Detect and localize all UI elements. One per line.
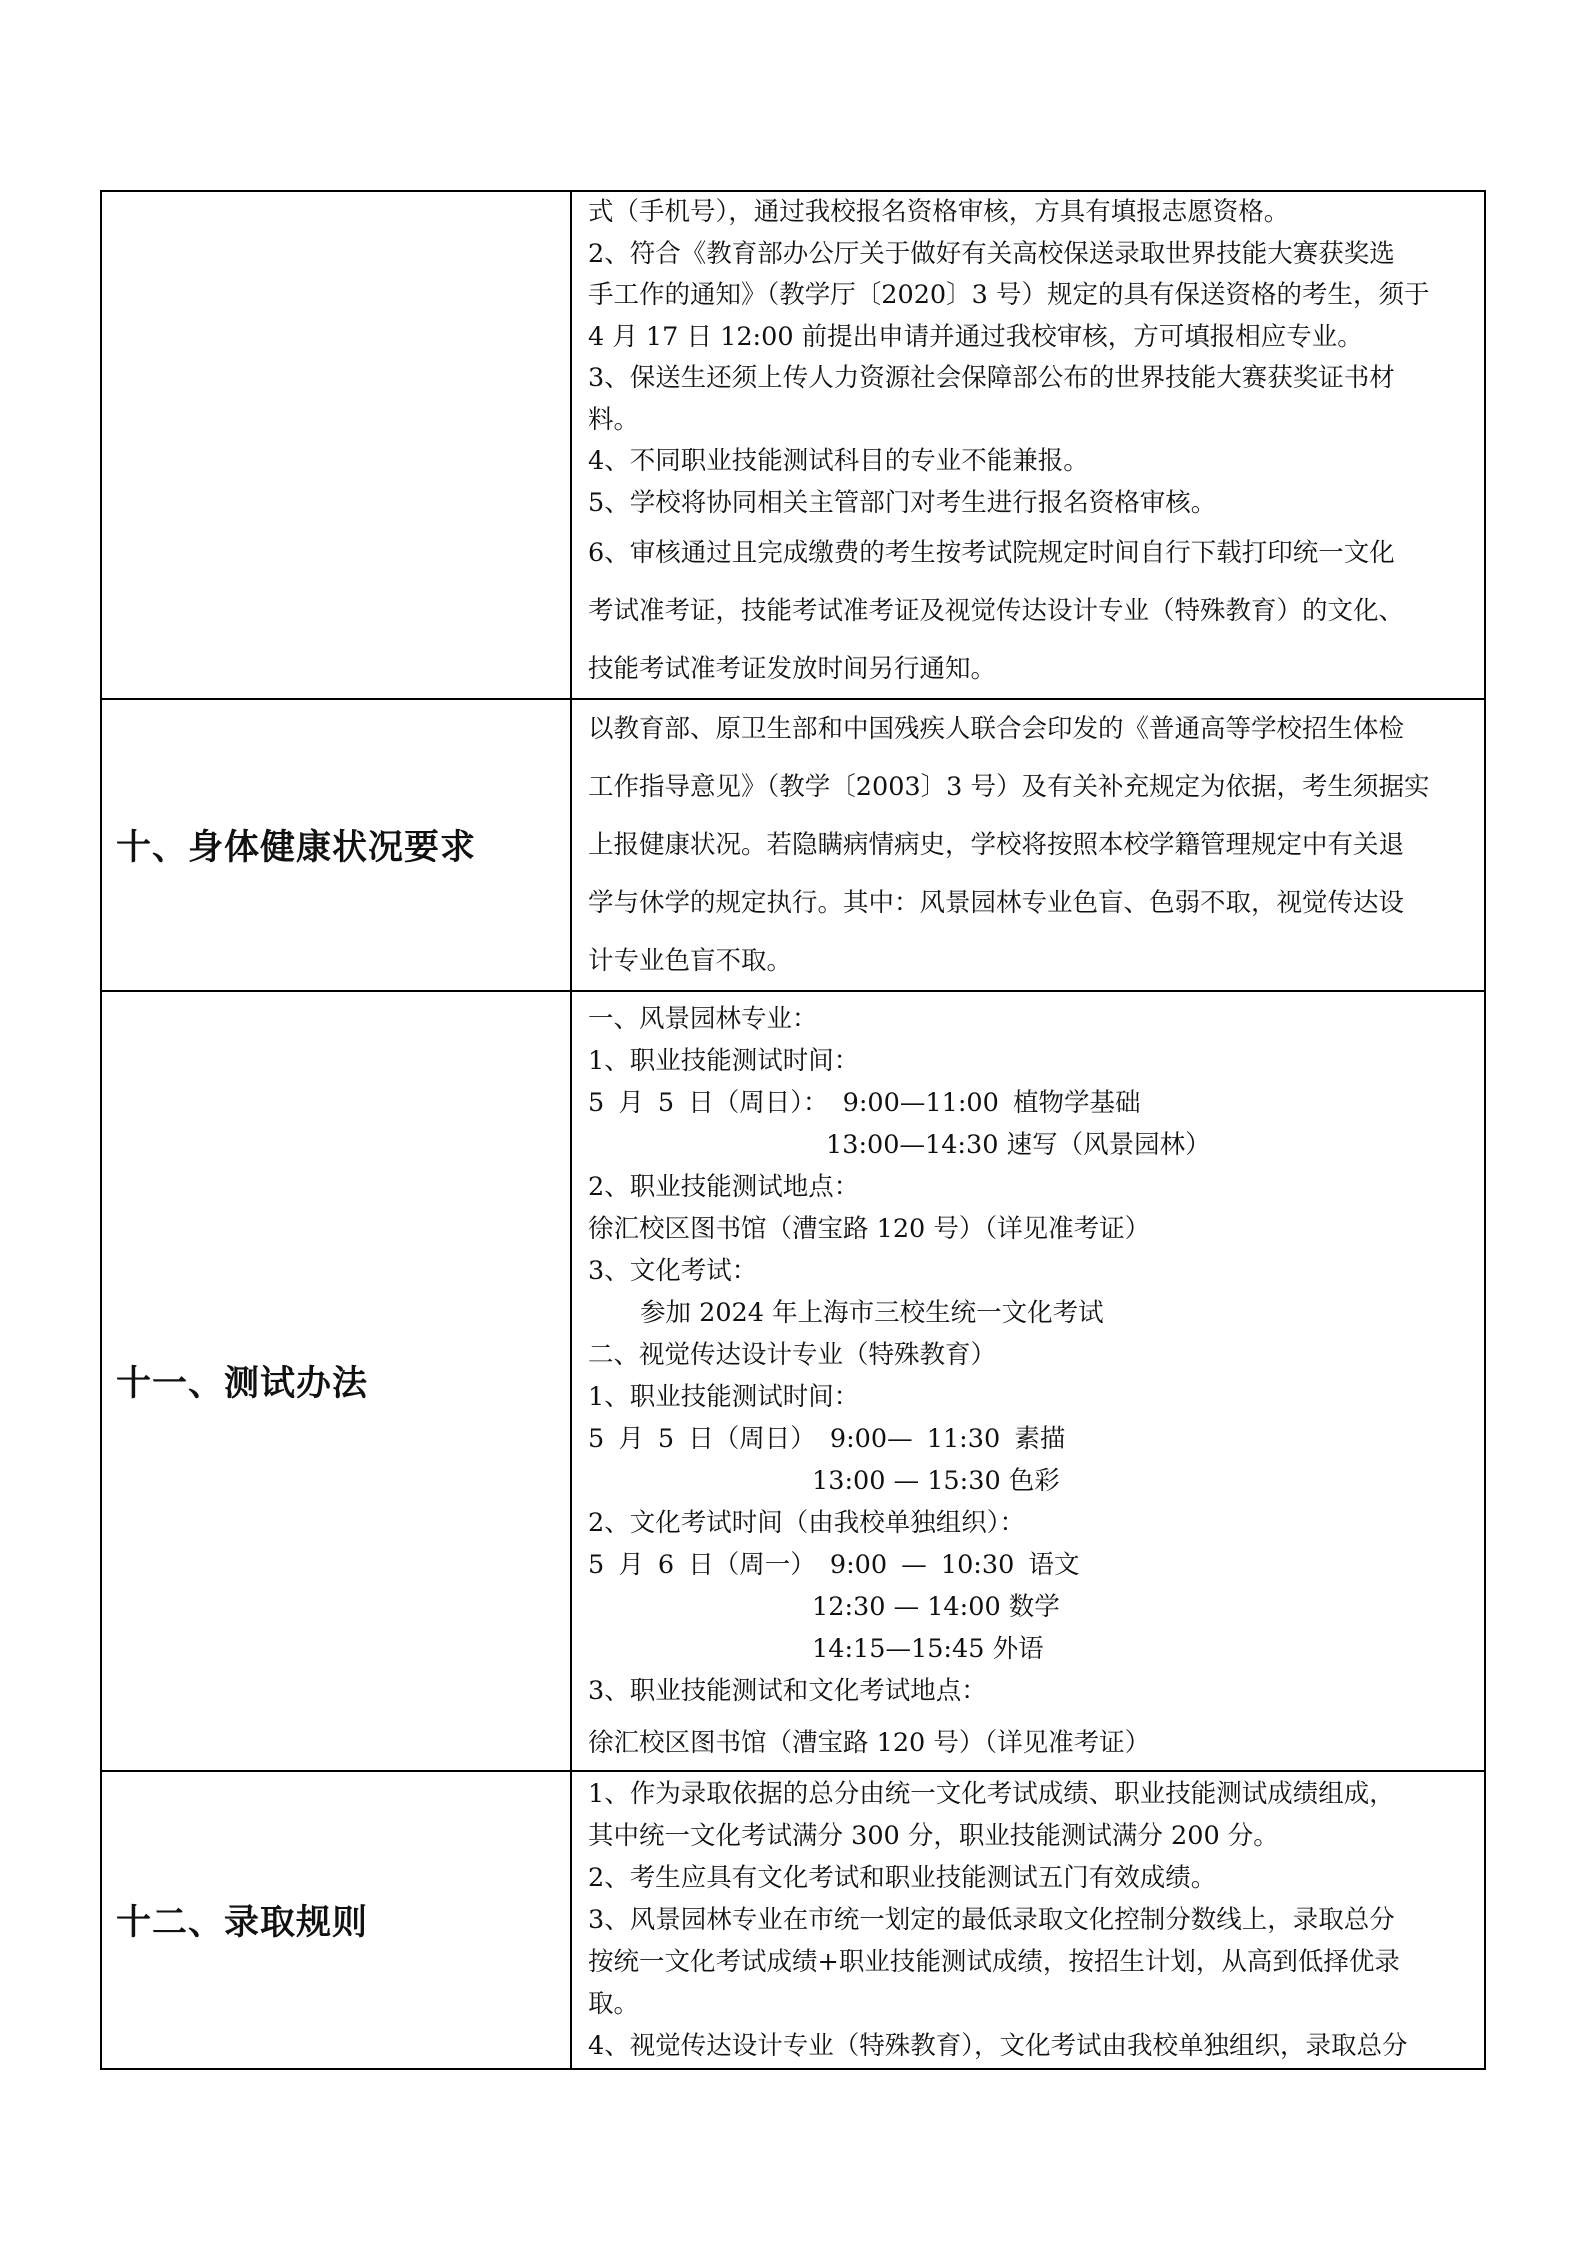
content-line: 2、符合《教育部办公厅关于做好有关高校保送录取世界技能大赛获奖选 bbox=[588, 238, 1395, 269]
row-content-cell bbox=[571, 991, 1485, 1771]
content-line: 取。 bbox=[588, 1989, 640, 2019]
content-line: 其中统一文化考试满分 300 分，职业技能测试满分 200 分。 bbox=[588, 1821, 1279, 1851]
registration-content bbox=[588, 192, 1476, 524]
row-heading-cell bbox=[101, 699, 571, 991]
content-line: 6、审核通过且完成缴费的考生按考试院规定时间自行下载打印统一文化 bbox=[588, 538, 1395, 568]
content-line: 计专业色盲不取。 bbox=[588, 946, 793, 976]
content-line: 手工作的通知》（教学厅〔2020〕3 号）规定的具有保送资格的考生，须于 bbox=[588, 280, 1430, 310]
content-line: 考试准考证，技能考试准考证及视觉传达设计专业（特殊教育）的文化、 bbox=[588, 596, 1405, 626]
content-line: 3、文化考试： bbox=[588, 1256, 758, 1286]
content-line: 5 月 5 日（周日）： 9:00—11:00 植物学基础 bbox=[588, 1088, 1141, 1118]
content-line: 5、学校将协同相关主管部门对考生进行报名资格审核。 bbox=[588, 487, 1217, 518]
content-line: 徐汇校区图书馆（漕宝路 120 号）（详见准考证） bbox=[588, 1214, 1151, 1244]
content-line: 5 月 6 日（周一） 9:00 — 10:30 语文 bbox=[588, 1550, 1080, 1580]
row-heading-cell bbox=[101, 1771, 571, 2069]
table-row-test-methods bbox=[101, 991, 1485, 1771]
row-content-cell bbox=[571, 1771, 1485, 2069]
content-line: 5 月 5 日（周日） 9:00— 11:30 素描 bbox=[588, 1424, 1066, 1454]
table-row-admission-rules bbox=[101, 1771, 1485, 2069]
content-line: 料。 bbox=[588, 404, 640, 435]
content-line: 按统一文化考试成绩+职业技能测试成绩，按招生计划，从高到低择优录 bbox=[588, 1947, 1400, 1977]
content-line: 13:00 — 15:30 色彩 bbox=[812, 1466, 1060, 1496]
content-line: 2、文化考试时间（由我校单独组织）： bbox=[588, 1508, 1025, 1538]
admission-rules-content bbox=[588, 1773, 1476, 2067]
content-line: 14:15—15:45 外语 bbox=[812, 1634, 1044, 1664]
content-line: 3、保送生还须上传人力资源社会保障部公布的世界技能大赛获奖证书材 bbox=[588, 363, 1395, 393]
content-line: 一、风景园林专业： bbox=[588, 1004, 818, 1034]
row-content-cell bbox=[571, 699, 1485, 991]
content-line: 1、职业技能测试时间： bbox=[588, 1046, 860, 1076]
content-line: 1、职业技能测试时间： bbox=[588, 1382, 860, 1412]
test-methods-content bbox=[588, 998, 1476, 1764]
content-line: 12:30 — 14:00 数学 bbox=[812, 1592, 1060, 1622]
content-line: 2、职业技能测试地点： bbox=[588, 1172, 860, 1202]
content-line: 参加 2024 年上海市三校生统一文化考试 bbox=[640, 1298, 1104, 1328]
row-heading-cell bbox=[101, 191, 571, 699]
row-heading: 十一、测试办法 bbox=[116, 1363, 369, 1404]
row-content-cell bbox=[571, 191, 1485, 699]
admissions-info-table bbox=[100, 190, 1486, 2070]
content-line: 2、考生应具有文化考试和职业技能测试五门有效成绩。 bbox=[588, 1863, 1217, 1893]
content-line: 1、作为录取依据的总分由统一文化考试成绩、职业技能测试成绩组成， bbox=[588, 1779, 1395, 1809]
content-line: 13:00—14:30 速写（风景园林） bbox=[826, 1130, 1211, 1160]
content-line: 3、风景园林专业在市统一划定的最低录取文化控制分数线上，录取总分 bbox=[588, 1905, 1395, 1935]
content-line: 4、视觉传达设计专业（特殊教育），文化考试由我校单独组织，录取总分 bbox=[588, 2031, 1408, 2061]
row-heading-cell bbox=[101, 991, 571, 1771]
content-line: 式（手机号），通过我校报名资格审核，方具有填报志愿资格。 bbox=[588, 197, 1290, 227]
health-content bbox=[588, 700, 1476, 990]
content-line: 技能考试准考证发放时间另行通知。 bbox=[588, 654, 997, 684]
registration-content-extended bbox=[588, 524, 1476, 698]
content-line: 二、视觉传达设计专业（特殊教育） bbox=[588, 1340, 997, 1370]
content-line: 徐汇校区图书馆（漕宝路 120 号）（详见准考证） bbox=[588, 1728, 1151, 1758]
row-heading: 十二、录取规则 bbox=[116, 1902, 369, 1943]
table-row-registration bbox=[101, 191, 1485, 699]
content-line: 工作指导意见》（教学〔2003〕3 号）及有关补充规定为依据，考生须据实 bbox=[588, 772, 1430, 802]
content-line: 以教育部、原卫生部和中国残疾人联合会印发的《普通高等学校招生体检 bbox=[588, 714, 1405, 744]
content-line: 学与休学的规定执行。其中：风景园林专业色盲、色弱不取，视觉传达设 bbox=[588, 888, 1405, 918]
content-line: 上报健康状况。若隐瞒病情病史，学校将按照本校学籍管理规定中有关退 bbox=[588, 830, 1405, 860]
table-row-health bbox=[101, 699, 1485, 991]
content-line: 4 月 17 日 12:00 前提出申请并通过我校审核，方可填报相应专业。 bbox=[588, 321, 1363, 352]
content-line: 3、职业技能测试和文化考试地点： bbox=[588, 1676, 987, 1706]
content-line: 4、不同职业技能测试科目的专业不能兼报。 bbox=[588, 446, 1089, 476]
row-heading: 十、身体健康状况要求 bbox=[116, 827, 477, 868]
